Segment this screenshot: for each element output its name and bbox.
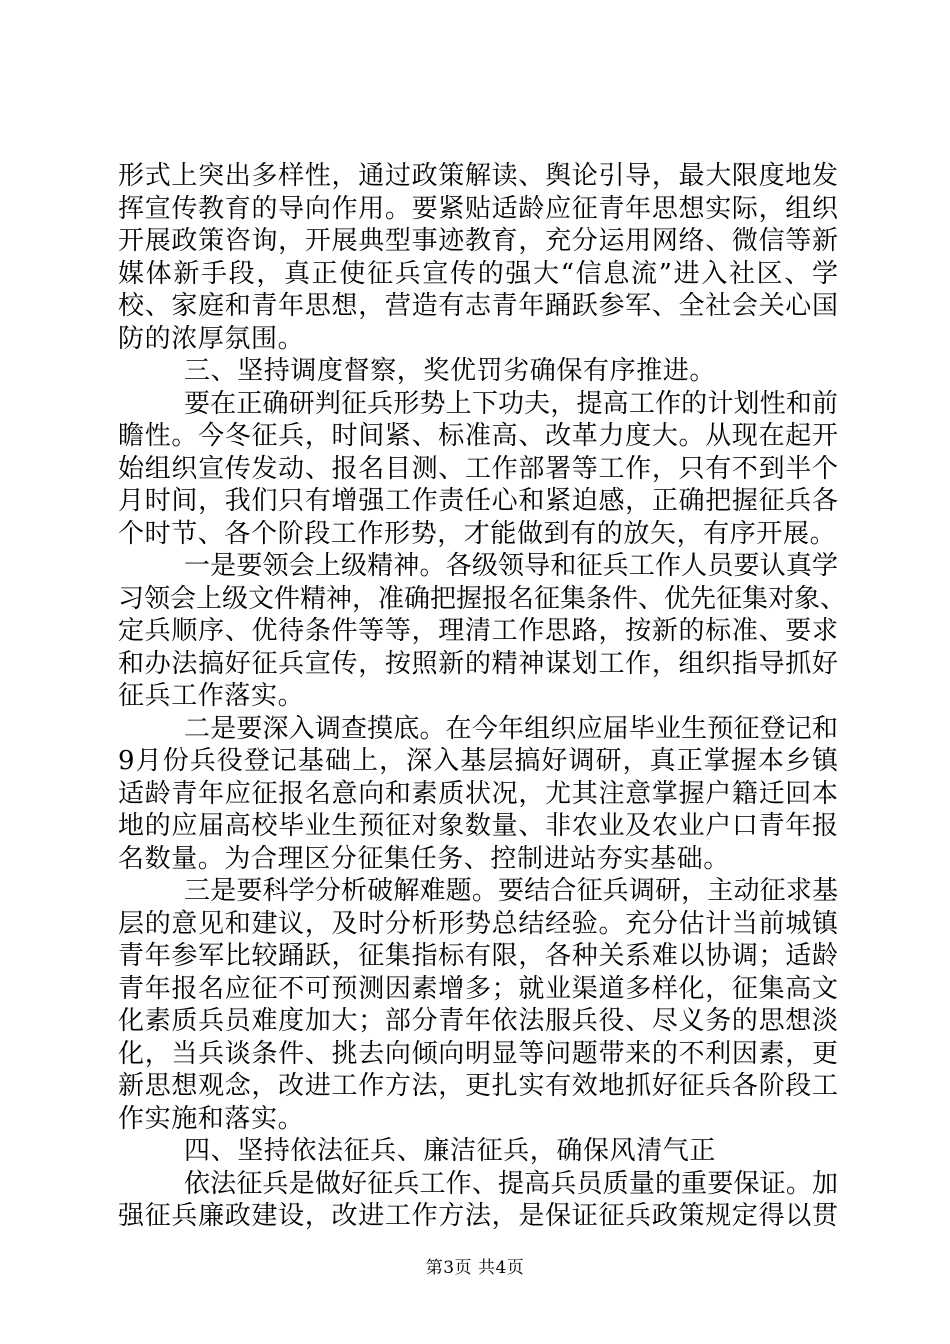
text-line: 三是要科学分析破解难题。要结合征兵调研，主动征求基 [184,876,838,906]
text-line: 要在正确研判征兵形势上下功夫，提高工作的计划性和前 [184,388,838,419]
text-line: 二是要深入调查摸底。在今年组织应届毕业生预征登记和 [184,713,838,744]
section-heading: 四、坚持依法征兵、廉洁征兵，确保风清气正 [184,1136,717,1166]
text-line: 和办法搞好征兵宣传，按照新的精神谋划工作，组织指导抓好 [118,648,838,679]
text-line: 适龄青年应征报名意向和素质状况，尤其注意掌握户籍迁回本 [118,778,838,809]
text-line: 瞻性。今冬征兵，时间紧、标准高、改革力度大。从现在起开 [118,421,838,451]
text-line: 形式上突出多样性，通过政策解读、舆论引导，最大限度地发 [118,161,838,191]
text-line: 9月份兵役登记基础上，深入基层搞好调研，真正掌握本乡镇 [118,746,838,776]
text-line: 开展政策咨询，开展典型事迹教育，充分运用网络、微信等新 [118,226,838,256]
text-line: 挥宣传教育的导向作用。要紧贴适龄应征青年思想实际，组织 [118,193,838,224]
text-line: 化，当兵谈条件、挑去向倾向明显等问题带来的不利因素，更 [118,1038,838,1069]
text-line: 地的应届高校毕业生预征对象数量、非农业及农业户口青年报 [118,811,838,841]
text-line: 定兵顺序、优待条件等等，理清工作思路，按新的标准、要求 [118,616,838,646]
text-line: 化素质兵员难度加大；部分青年依法服兵役、尽义务的思想淡 [118,1006,838,1036]
text-line: 征兵工作落实。 [118,681,305,711]
text-line: 始组织宣传发动、报名目测、工作部署等工作，只有不到半个 [118,453,838,484]
text-line: 媒体新手段，真正使征兵宣传的强大“信息流”进入社区、学 [118,258,838,289]
text-line: 新思想观念，改进工作方法，更扎实有效地抓好征兵各阶段工 [118,1071,838,1101]
text-line: 防的浓厚氛围。 [118,323,305,354]
text-line: 强征兵廉政建设，改进工作方法，是保证征兵政策规定得以贯 [118,1201,838,1231]
text-line: 作实施和落实。 [118,1103,305,1134]
text-line: 名数量。为合理区分征集任务、控制进站夯实基础。 [118,843,730,874]
text-line: 个时节、各个阶段工作形势，才能做到有的放矢，有序开展。 [118,518,837,549]
text-line: 青年报名应征不可预测因素增多；就业渠道多样化，征集高文 [118,973,838,1004]
text-line: 层的意见和建议，及时分析形势总结经验。充分估计当前城镇 [118,908,838,939]
text-line: 一是要领会上级精神。各级领导和征兵工作人员要认真学 [184,551,838,581]
section-heading: 三、坚持调度督察，奖优罚劣确保有序推进。 [184,356,717,386]
text-line: 月时间，我们只有增强工作责任心和紧迫感，正确把握征兵各 [118,486,838,516]
text-line: 依法征兵是做好征兵工作、提高兵员质量的重要保证。加 [184,1168,838,1199]
text-line: 校、家庭和青年思想，营造有志青年踊跃参军、全社会关心国 [118,291,838,321]
text-line: 青年参军比较踊跃，征集指标有限，各种关系难以协调；适龄 [118,941,838,971]
page-number-footer: 第3页 共4页 [425,1258,525,1278]
text-line: 习领会上级文件精神，准确把握报名征集条件、优先征集对象、 [118,583,847,614]
